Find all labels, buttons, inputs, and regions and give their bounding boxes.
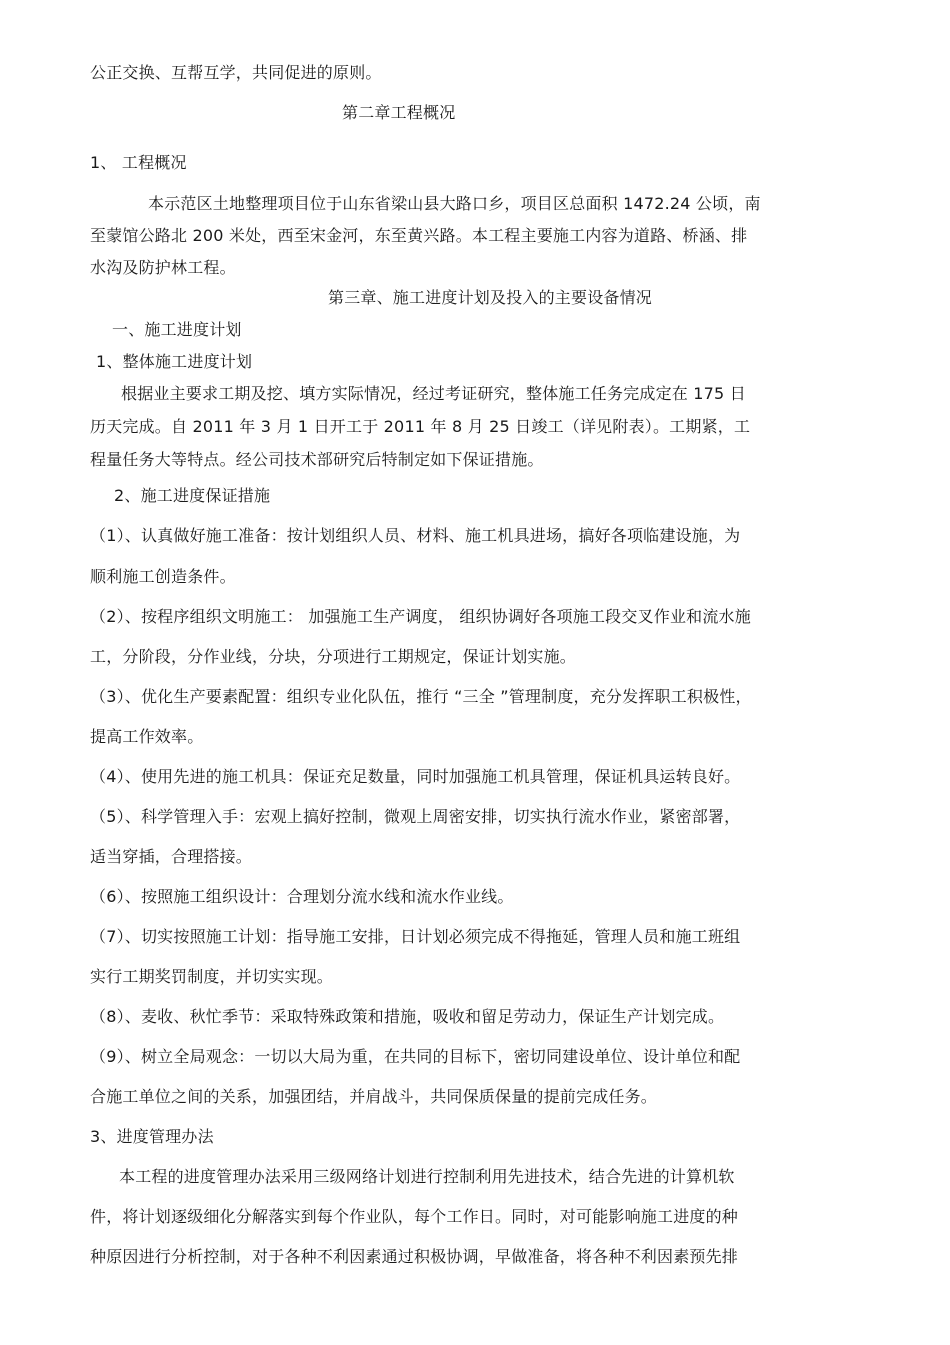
subsection-heading: 3、进度管理办法 [90, 1127, 214, 1146]
subsection-heading: 1、整体施工进度计划 [96, 352, 253, 371]
list-item-line: （1）、认真做好施工准备：按计划组织人员、材料、施工机具进场，搞好各项临建设施，为 [90, 526, 741, 545]
list-item-line: （3）、优化生产要素配置：组织专业化队伍，推行 “三全 ”管理制度，充分发挥职工积极性， [90, 687, 752, 706]
list-item-line: 合施工单位之间的关系，加强团结，并肩战斗，共同保质保量的提前完成任务。 [90, 1087, 658, 1106]
list-item-line: （8）、麦收、秋忙季节：采取特殊政策和措施，吸收和留足劳动力，保证生产计划完成。 [90, 1007, 725, 1026]
paragraph-line: 种原因进行分析控制，对于各种不利因素通过积极协调，早做准备，将各种不利因素预先排 [90, 1247, 739, 1266]
subsection-heading: 2、施工进度保证措施 [114, 486, 271, 505]
list-item-line: （4）、使用先进的施工机具：保证充足数量，同时加强施工机具管理，保证机具运转良好。 [90, 767, 741, 786]
paragraph-line: 本工程的进度管理办法采用三级网络计划进行控制利用先进技术，结合先进的计算机软 [119, 1167, 735, 1186]
paragraph-line: 件，将计划逐级细化分解落实到每个作业队，每个工作日。同时，对可能影响施工进度的种 [90, 1207, 739, 1226]
list-item-line: 提高工作效率。 [90, 727, 204, 746]
list-item-line: 顺利施工创造条件。 [90, 567, 236, 586]
paragraph-line: 公正交换、互帮互学，共同促进的原则。 [90, 63, 382, 82]
chapter-title: 第二章工程概况 [342, 103, 456, 122]
chapter-title: 第三章、施工进度计划及投入的主要设备情况 [328, 288, 653, 307]
list-item-line: 适当穿插，合理搭接。 [90, 847, 253, 866]
list-item-line: （6）、按照施工组织设计：合理划分流水线和流水作业线。 [90, 887, 514, 906]
paragraph-line: 至蒙馆公路北 200 米处，西至宋金河，东至黄兴路。本工程主要施工内容为道路、桥涵、排 [90, 226, 748, 245]
list-item-line: 工，分阶段，分作业线，分块，分项进行工期规定，保证计划实施。 [90, 647, 577, 666]
list-item-line: （2）、按程序组织文明施工： 加强施工生产调度， 组织协调好各项施工段交叉作业和流水施 [90, 607, 751, 626]
list-item-line: （9）、树立全局观念：一切以大局为重，在共同的目标下，密切同建设单位、设计单位和配 [90, 1047, 741, 1066]
list-item-line: （7）、切实按照施工计划：指导施工安排，日计划必须完成不得拖延，管理人员和施工班组 [90, 927, 741, 946]
paragraph-line: 历天完成。自 2011 年 3 月 1 日开工于 2011 年 8 月 25 日竣工（详见附表）。工期紧，工 [90, 417, 751, 436]
paragraph-line: 水沟及防护林工程。 [90, 258, 236, 277]
paragraph-line: 根据业主要求工期及挖、填方实际情况，经过考证研究，整体施工任务完成定在 175 日 [121, 384, 746, 403]
section-heading: 1、 工程概况 [90, 153, 187, 172]
paragraph-line: 本示范区土地整理项目位于山东省梁山县大路口乡，项目区总面积 1472.24 公顷，南 [148, 194, 761, 213]
list-item-line: 实行工期奖罚制度，并切实实现。 [90, 967, 334, 986]
paragraph-line: 程量任务大等特点。经公司技术部研究后特制定如下保证措施。 [90, 450, 544, 469]
list-item-line: （5）、科学管理入手：宏观上搞好控制，微观上周密安排，切实执行流水作业，紧密部署， [90, 807, 741, 826]
section-heading: 一、施工进度计划 [112, 320, 242, 339]
